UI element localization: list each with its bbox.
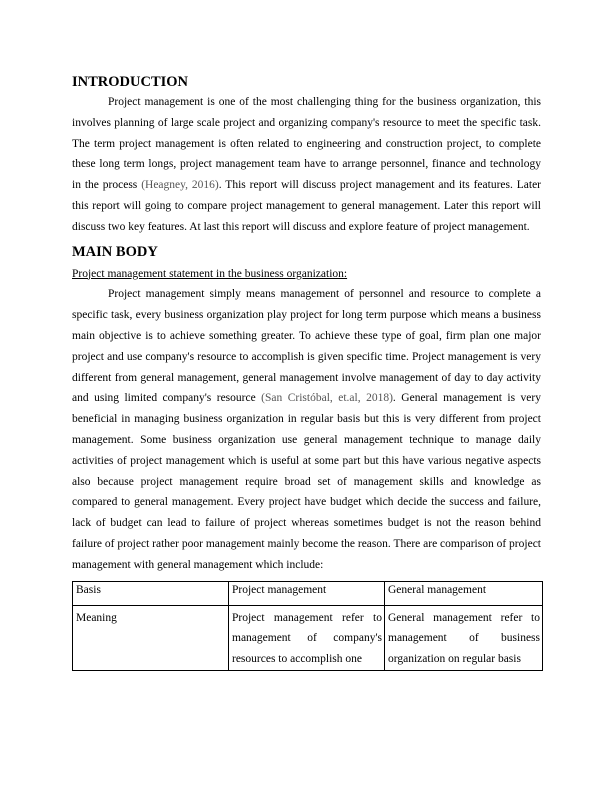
table-cell-content: Meaning: [76, 611, 117, 624]
table-header-cell: Project management: [229, 581, 385, 605]
table-header-row: [73, 581, 543, 605]
introduction-text-part-1: Project management is one of the most challenging thing for the business organization, this involves planning of large scale project and organizing company's resource to meet the specific task. The term project management is often related to engineering and construction project, to complete these long term longs, project management team have to arrange personnel, finance and technology in the process: [72, 96, 541, 192]
main-body-heading: MAIN BODY: [72, 243, 158, 260]
introduction-citation: (Heagney, 2016): [141, 179, 219, 192]
table-header-cell: Basis: [73, 581, 229, 605]
document-page: [72, 70, 541, 671]
table-cell-general: [385, 605, 543, 670]
table-cell-basis: [73, 605, 229, 670]
table-header-cell: General management: [385, 581, 543, 605]
table-cell-project: [229, 605, 385, 670]
table-row: [73, 605, 543, 670]
main-body-citation: (San Cristóbal, et.al, 2018): [261, 392, 393, 405]
introduction-paragraph: [72, 92, 541, 238]
table-cell-content: General management refer to management of business organization on regular basis: [388, 611, 540, 666]
main-body-subheading: Project management statement in the business organization:: [72, 267, 348, 280]
introduction-heading: INTRODUCTION: [72, 74, 189, 90]
introduction-text-part-2: . This report will discuss project management and its features. Later this report will going to compare project management to general management. Later this report will discuss two key features. At last this report will discuss and explore feature of project management.: [72, 179, 542, 233]
comparison-table: [72, 581, 543, 671]
main-body-paragraph: [72, 284, 541, 575]
main-body-text-part-2: . General management is very beneficial in managing business organization in regular basis but this is very different from project management. Some business organization use general management technique to manage daily activities of project management which is useful at some part but this have various negative aspects also because project management require broad set of management skills and knowledge as compared to general management. Every project have budget which decide the success and failure, lack of budget can lead to failure of project whereas sometimes budget is not the reason behind failure of project rather poor management mainly become the reason. There are comparison of project management with general management which include:: [72, 392, 541, 571]
table-cell-content: Project management refer to management of company's resources to accomplish one: [232, 611, 382, 666]
main-body-text-part-1: Project management simply means management of personnel and resource to complete a specific task, every business organization play project for long term purpose which means a business main objective is to achieve something greater. To achieve these type of goal, firm plan one major project and use company's resource to accomplish is given specific time. Project management is very different from general management, general management involve management of day to day activity and using limited company's resource: [72, 288, 541, 405]
